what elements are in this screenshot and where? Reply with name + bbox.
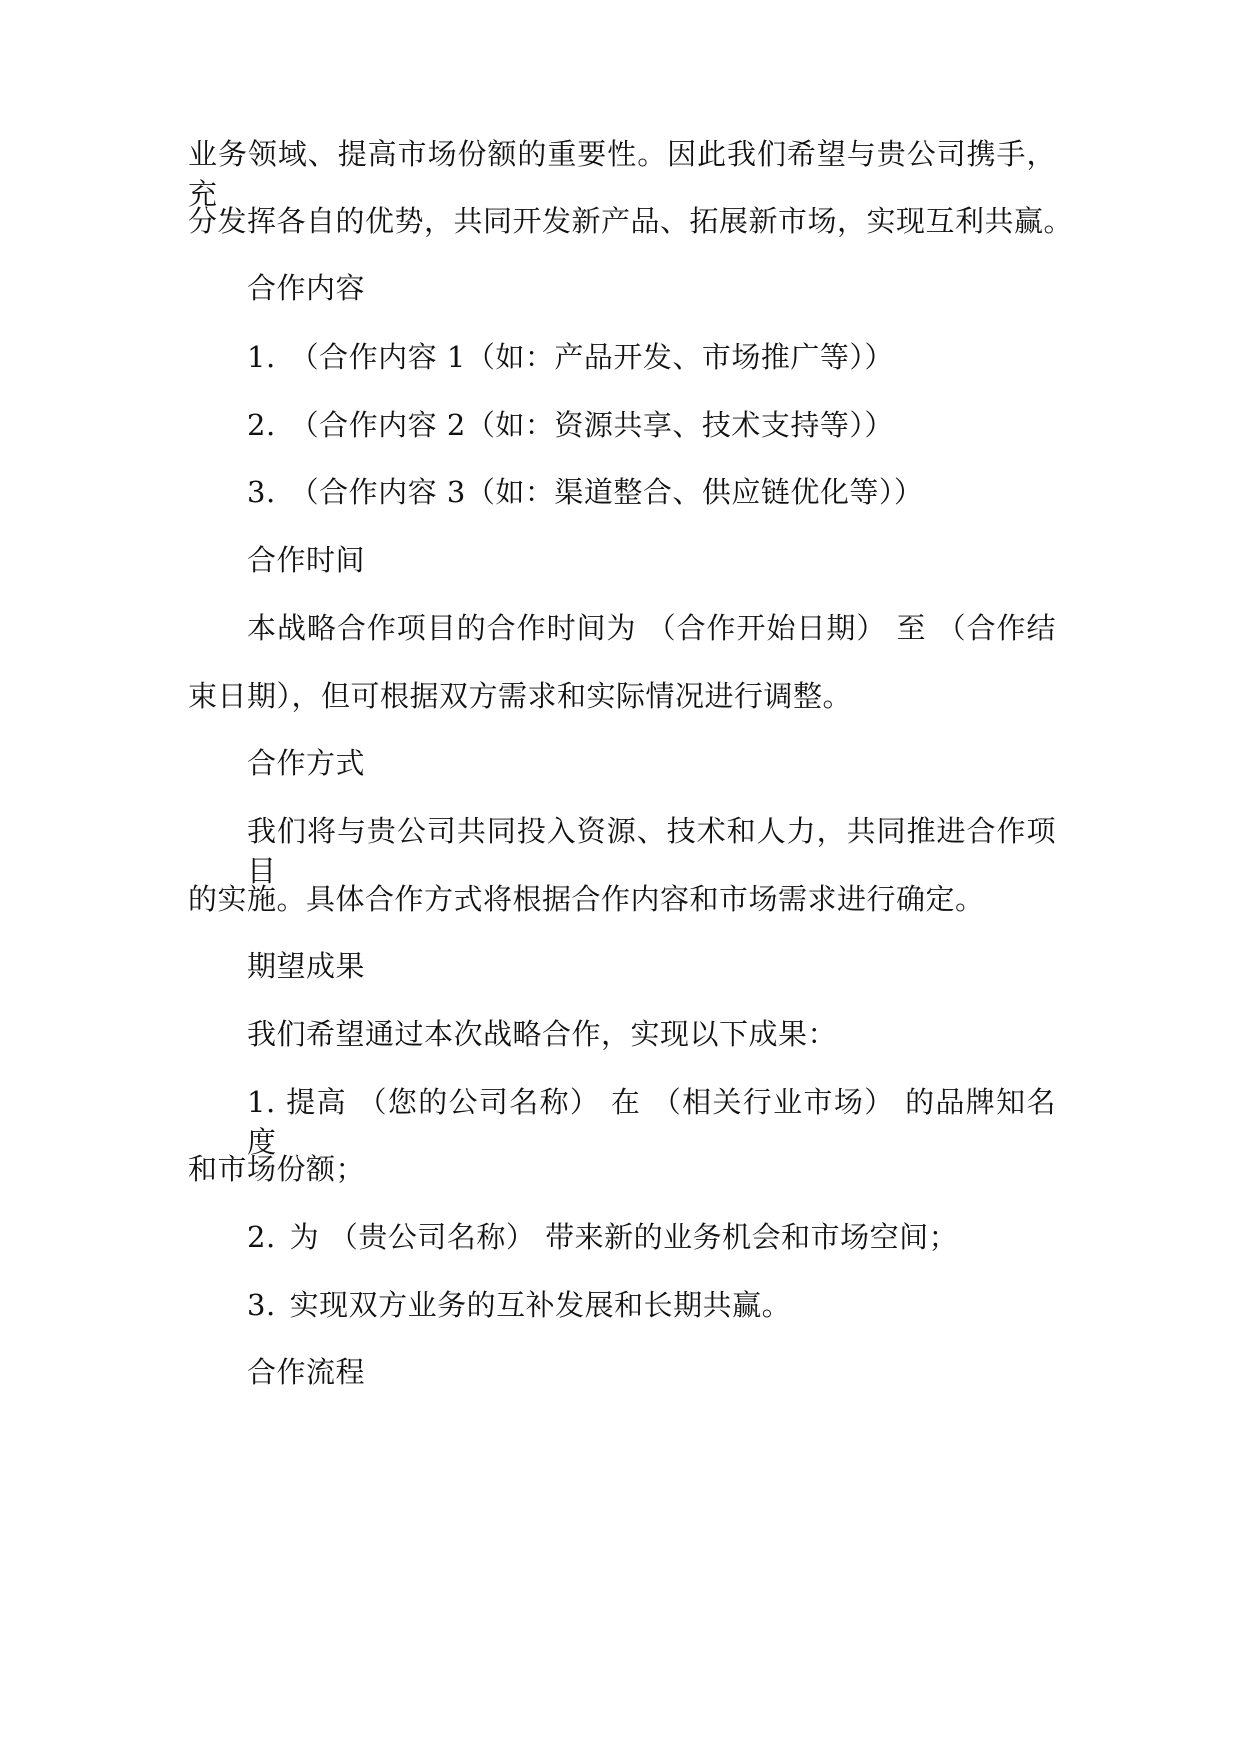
method-paragraph-line-2: 的实施。具体合作方式将根据合作内容和市场需求进行确定。 <box>188 882 985 916</box>
list-text: （合作内容 1（如：产品开发、市场推广等）） <box>289 340 894 374</box>
results-item-3 <box>247 1285 791 1325</box>
content-item-3 <box>247 472 923 512</box>
list-number: 3. <box>247 1288 276 1322</box>
list-text: （合作内容 2（如：资源共享、技术支持等）） <box>289 408 894 442</box>
list-number: 2. <box>247 408 276 442</box>
list-number: 2. <box>247 1220 276 1254</box>
results-item-1-line-2: 和市场份额； <box>188 1152 366 1186</box>
section-heading-process: 合作流程 <box>247 1355 366 1389</box>
results-item-1-line-1: 1. 提高 （您的公司名称） 在 （相关行业市场） 的品牌知名度 <box>247 1085 1056 1159</box>
section-heading-time: 合作时间 <box>247 543 366 577</box>
list-text: 为 （贵公司名称） 带来新的业务机会和市场空间； <box>289 1220 959 1254</box>
section-heading-content: 合作内容 <box>247 271 366 305</box>
time-paragraph-line-1: 本战略合作项目的合作时间为 （合作开始日期） 至 （合作结 <box>247 611 1056 645</box>
time-paragraph-line-2: 束日期），但可根据双方需求和实际情况进行调整。 <box>188 679 853 713</box>
list-number: 3. <box>247 475 276 509</box>
list-number: 1. <box>247 340 276 374</box>
section-heading-method: 合作方式 <box>247 746 366 780</box>
method-paragraph-line-1: 我们将与贵公司共同投入资源、技术和人力，共同推进合作项目 <box>247 814 1056 888</box>
list-text: （合作内容 3（如：渠道整合、供应链优化等）） <box>289 475 924 509</box>
content-item-1 <box>247 337 894 377</box>
intro-line-1: 业务领域、提高市场份额的重要性。因此我们希望与贵公司携手，充 <box>188 137 1056 211</box>
content-item-2 <box>247 405 894 445</box>
section-heading-results: 期望成果 <box>247 949 366 983</box>
results-item-2 <box>247 1217 958 1257</box>
intro-line-2: 分发挥各自的优势，共同开发新产品、拓展新市场，实现互利共赢。 <box>188 204 1074 238</box>
list-text: 实现双方业务的互补发展和长期共赢。 <box>289 1288 792 1322</box>
results-intro: 我们希望通过本次战略合作，实现以下成果： <box>247 1017 838 1051</box>
